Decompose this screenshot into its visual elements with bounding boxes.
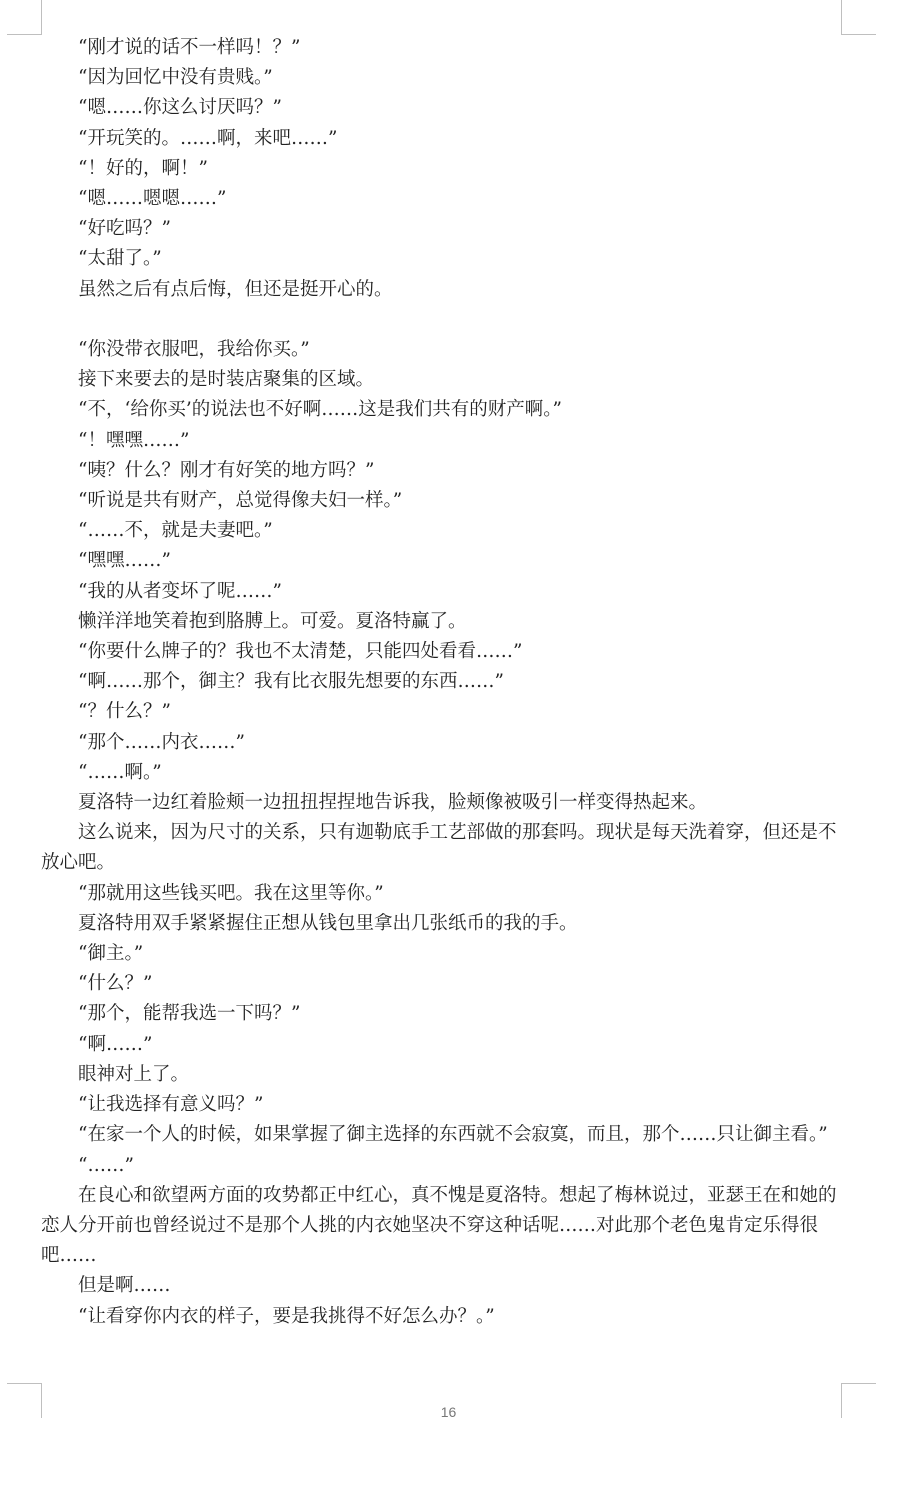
- paragraph: 夏洛特一边红着脸颊一边扭扭捏捏地告诉我，脸颊像被吸引一样变得热起来。: [78, 792, 708, 814]
- paragraph: “在家一个人的时候，如果掌握了御主选择的东西就不会寂寞，而且，那个……只让御主看。”: [78, 1124, 828, 1146]
- paragraph: 懒洋洋地笑着抱到胳膊上。可爱。夏洛特赢了。: [78, 610, 467, 632]
- paragraph: “什么？”: [78, 973, 153, 995]
- paragraph: “嘿嘿……”: [78, 550, 171, 572]
- paragraph: “好吃吗？”: [78, 218, 171, 240]
- paragraph: “让我选择有意义吗？”: [78, 1094, 264, 1116]
- paragraph: “你没带衣服吧，我给你买。”: [78, 339, 310, 361]
- paragraph: 在良心和欲望两方面的攻势都正中红心，真不愧是夏洛特。想起了梅林说过，亚瑟王在和她的恋人分开前也曾经说过不是那个人挑的内衣她坚决不穿这种话呢……对此那个老色鬼肯定乐得很吧……: [41, 1184, 837, 1267]
- body-text: [41, 33, 841, 1332]
- page-number: 16: [440, 1404, 457, 1420]
- paragraph: “那就用这些钱买吧。我在这里等你。”: [78, 882, 384, 904]
- paragraph: 虽然之后有点后悔，但还是挺开心的。: [78, 278, 393, 300]
- paragraph: “刚才说的话不一样吗！？”: [78, 37, 301, 58]
- paragraph: “那个，能帮我选一下吗？”: [78, 1003, 301, 1025]
- paragraph: 眼神对上了。: [78, 1063, 190, 1085]
- paragraph: “太甜了。”: [78, 248, 162, 270]
- paragraph: “！好的，啊！”: [78, 157, 208, 179]
- paragraph: 接下来要去的是时装店聚集的区域。: [78, 369, 375, 391]
- paragraph: “听说是共有财产，总觉得像夫妇一样。”: [78, 490, 403, 512]
- paragraph: “不，‘给你买’的说法也不好啊……这是我们共有的财产啊。”: [78, 399, 562, 421]
- paragraph: 但是啊……: [78, 1275, 171, 1297]
- paragraph: “我的从者变坏了呢……”: [78, 580, 282, 602]
- paragraph: “那个……内衣……”: [78, 731, 245, 753]
- paragraph: “御主。”: [78, 943, 144, 965]
- paragraph: “开玩笑的。……啊，来吧……”: [78, 127, 338, 149]
- paragraph: “！嘿嘿……”: [78, 429, 190, 451]
- crop-mark-top-left: [7, 0, 42, 35]
- paragraph: “……啊。”: [78, 761, 162, 783]
- paragraph: “啊……”: [78, 1033, 153, 1055]
- paragraph: 夏洛特用双手紧紧握住正想从钱包里拿出几张纸币的我的手。: [78, 912, 578, 934]
- paragraph: “……不，就是夫妻吧。”: [78, 520, 273, 542]
- paragraph: “？什么？”: [78, 701, 171, 723]
- paragraph: “因为回忆中没有贵贱。”: [78, 67, 273, 89]
- paragraph: “……”: [78, 1154, 134, 1176]
- paragraph: “嗯……嗯嗯……”: [78, 188, 227, 210]
- paragraph: “啊……那个，御主？我有比衣服先想要的东西……”: [78, 671, 504, 693]
- paragraph: “让看穿你内衣的样子，要是我挑得不好怎么办？。”: [78, 1305, 495, 1327]
- crop-mark-top-right: [841, 0, 876, 35]
- paragraph: “嗯……你这么讨厌吗？”: [78, 97, 282, 119]
- paragraph: 这么说来，因为尺寸的关系，只有迦勒底手工艺部做的那套吗。现状是每天洗着穿，但还是不放心吧。: [41, 822, 837, 874]
- blank-line: [41, 305, 841, 335]
- paragraph: “你要什么牌子的？我也不太清楚，只能四处看看……”: [78, 641, 523, 663]
- paragraph: “咦？什么？刚才有好笑的地方吗？”: [78, 459, 375, 481]
